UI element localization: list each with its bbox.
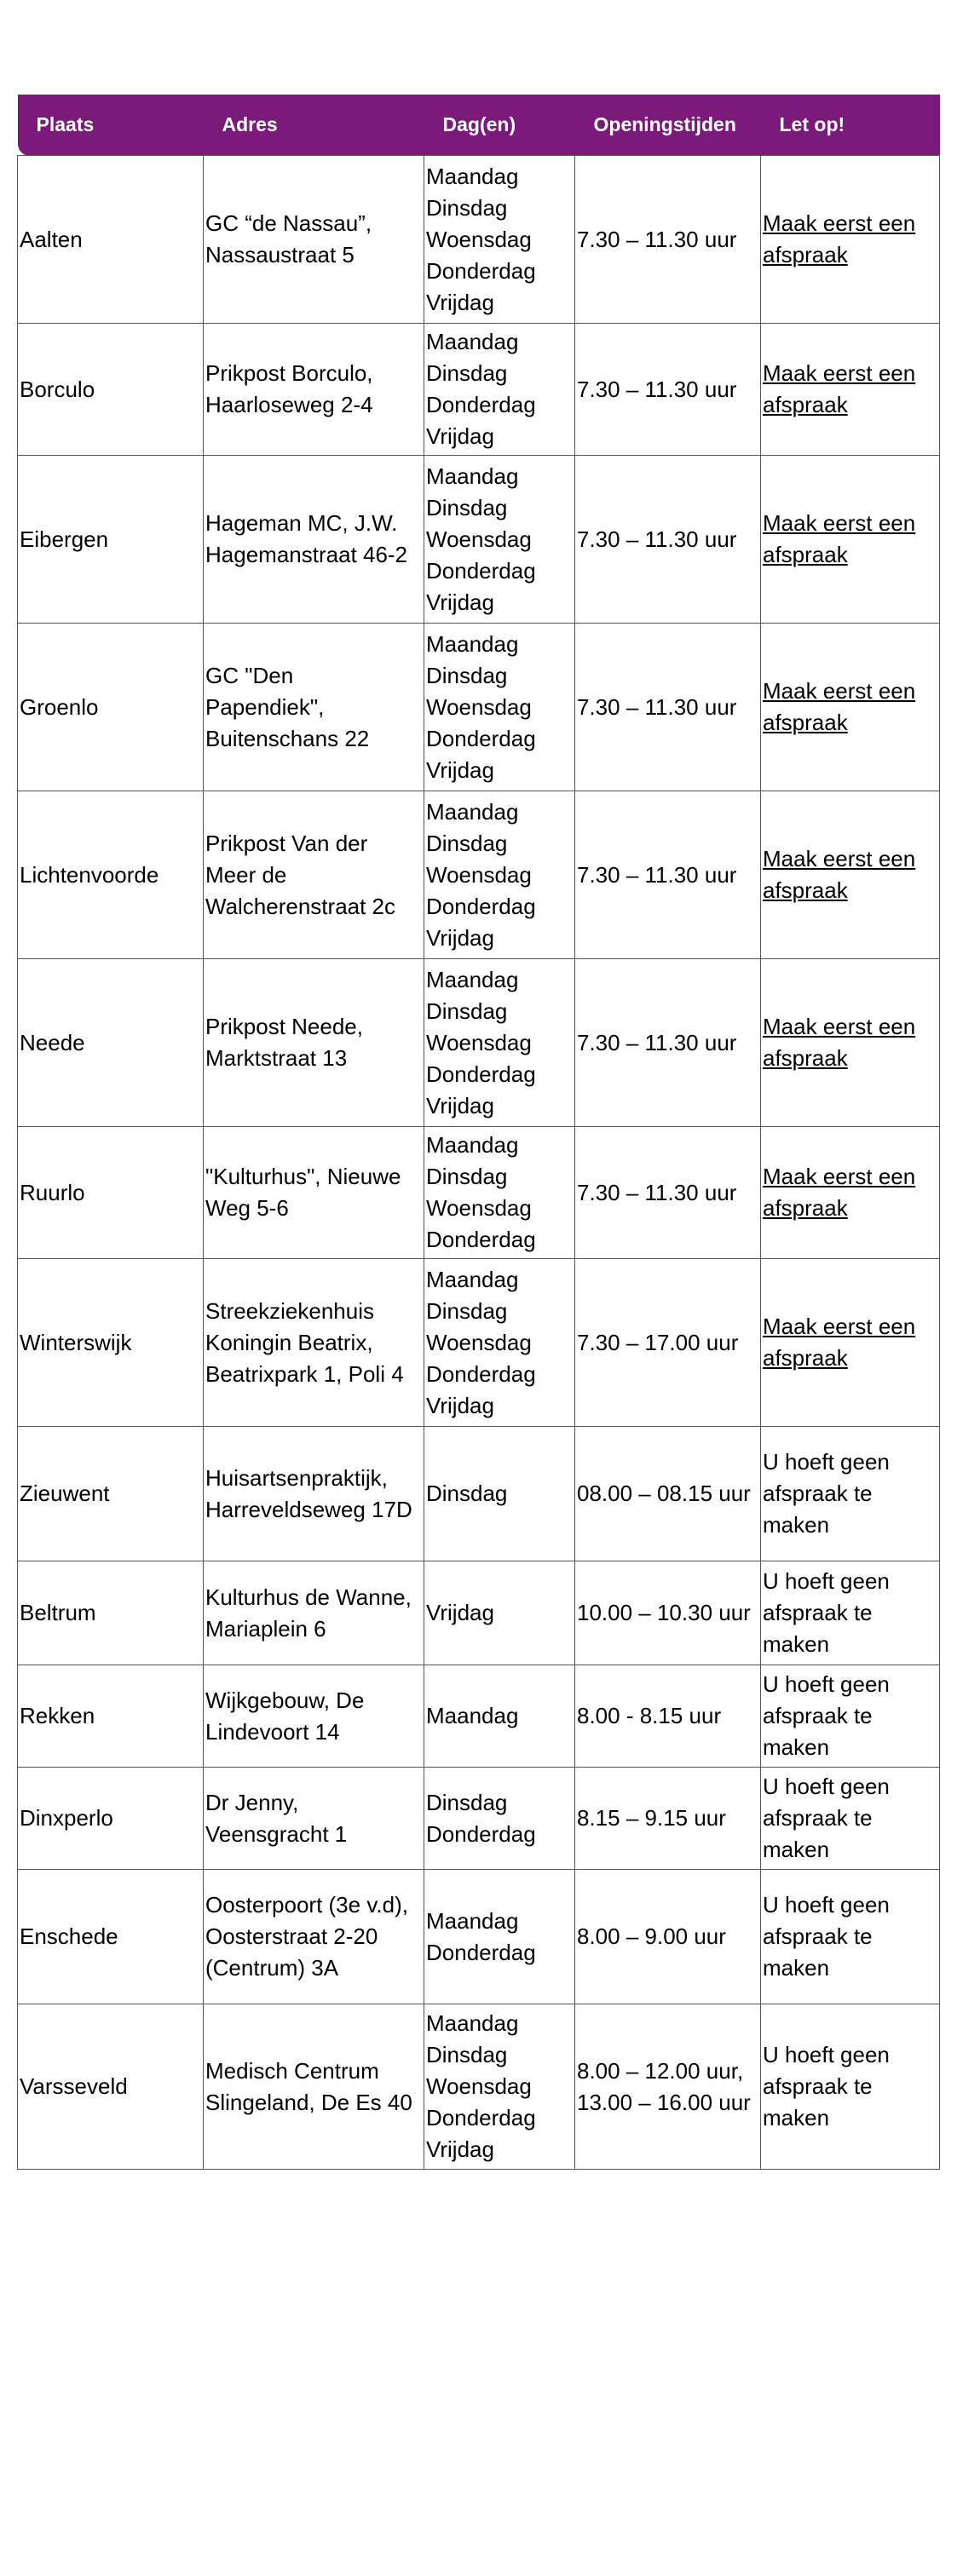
table-row	[18, 1665, 940, 1768]
note-cell	[761, 1665, 940, 1768]
hours-cell-text: 7.30 – 11.30 uur	[577, 526, 737, 552]
address-cell-text: GC “de Nassau”, Nassaustraat 5	[205, 210, 372, 267]
place-cell	[18, 624, 204, 791]
header-let-op: Let op!	[761, 95, 940, 156]
table-header	[18, 95, 940, 156]
days-cell	[424, 791, 575, 959]
address-cell	[204, 1561, 424, 1665]
table-row	[18, 324, 940, 456]
note-cell	[761, 2004, 940, 2170]
place-cell-text: Neede	[20, 1029, 85, 1055]
address-cell	[204, 1870, 424, 2004]
days-cell-text: Dinsdag	[426, 1481, 508, 1506]
days-cell	[424, 2004, 575, 2170]
days-cell-text: Maandag Dinsdag Woensdag Donderdag Vrijdag	[426, 2010, 536, 2162]
address-cell	[204, 1427, 424, 1561]
days-cell	[424, 1768, 575, 1870]
address-cell	[204, 1259, 424, 1427]
days-cell-text: Maandag Dinsdag Woensdag Donderdag Vrijdag	[426, 463, 536, 615]
note-cell	[761, 456, 940, 624]
hours-cell-text: 08.00 – 08.15 uur	[577, 1481, 751, 1506]
days-cell-text: Maandag Dinsdag Woensdag Donderdag Vrijdag	[426, 630, 536, 783]
days-cell-text: Maandag Dinsdag Woensdag Donderdag Vrijdag	[426, 163, 536, 315]
address-cell-text: Prikpost Neede, Marktstraat 13	[205, 1014, 363, 1071]
address-cell	[204, 156, 424, 324]
place-cell	[18, 1427, 204, 1561]
appointment-link[interactable]: Maak eerst een afspraak	[763, 510, 916, 567]
days-cell-text: Vrijdag	[426, 1600, 494, 1625]
hours-cell-text: 7.30 – 11.30 uur	[577, 1179, 737, 1205]
table-row	[18, 2004, 940, 2170]
address-cell	[204, 624, 424, 791]
place-cell	[18, 791, 204, 959]
table-row	[18, 1561, 940, 1665]
hours-cell	[575, 1768, 761, 1870]
note-cell	[761, 324, 940, 456]
note-cell	[761, 156, 940, 324]
hours-cell-text: 7.30 – 11.30 uur	[577, 861, 737, 888]
address-cell-text: "Kulturhus", Nieuwe Weg 5-6	[205, 1164, 401, 1221]
days-cell-text: Maandag Dinsdag Woensdag Donderdag Vrijdag	[426, 798, 536, 951]
place-cell	[18, 1259, 204, 1427]
hours-cell	[575, 1870, 761, 2004]
hours-cell-text: 8.00 – 12.00 uur, 13.00 – 16.00 uur	[577, 2057, 751, 2115]
place-cell-text: Aalten	[20, 226, 83, 252]
place-cell	[18, 1127, 204, 1259]
address-cell	[204, 959, 424, 1127]
note-cell-text: U hoeft geen afspraak te maken	[763, 1671, 890, 1760]
place-cell	[18, 1561, 204, 1665]
header-openingstijden: Openingstijden	[575, 95, 761, 156]
appointment-link[interactable]: Maak eerst een afspraak	[763, 1164, 916, 1221]
address-cell	[204, 791, 424, 959]
place-cell-text: Groenlo	[20, 693, 99, 720]
address-cell-text: Streekziekenhuis Koningin Beatrix, Beatrixpark 1, Poli 4	[205, 1297, 404, 1387]
days-cell	[424, 1665, 575, 1768]
hours-cell	[575, 156, 761, 324]
hours-cell-text: 7.30 – 11.30 uur	[577, 1029, 737, 1055]
days-cell	[424, 1870, 575, 2004]
place-cell-text: Ruurlo	[20, 1179, 85, 1205]
place-cell	[18, 1665, 204, 1768]
place-cell-text: Winterswijk	[20, 1329, 132, 1355]
place-cell-text: Varsseveld	[20, 2073, 128, 2099]
address-cell-text: Prikpost Borculo, Haarloseweg 2-4	[205, 360, 373, 417]
place-cell	[18, 324, 204, 456]
address-cell-text: Kulturhus de Wanne, Mariaplein 6	[205, 1584, 412, 1642]
place-cell-text: Beltrum	[20, 1600, 96, 1625]
note-cell	[761, 1127, 940, 1259]
place-cell	[18, 959, 204, 1127]
note-cell	[761, 624, 940, 791]
locations-table	[17, 95, 940, 2170]
table-body	[18, 156, 940, 2170]
note-cell-text: U hoeft geen afspraak te maken	[763, 1449, 890, 1538]
address-cell	[204, 1665, 424, 1768]
hours-cell	[575, 959, 761, 1127]
address-cell-text: Hageman MC, J.W. Hagemanstraat 46-2	[205, 510, 408, 567]
place-cell-text: Eibergen	[20, 526, 109, 552]
note-cell	[761, 1870, 940, 2004]
days-cell-text: Maandag Dinsdag Woensdag Donderdag	[426, 1132, 536, 1252]
place-cell	[18, 2004, 204, 2170]
days-cell	[424, 456, 575, 624]
note-cell-text: U hoeft geen afspraak te maken	[763, 2042, 890, 2130]
appointment-link[interactable]: Maak eerst een afspraak	[763, 678, 916, 735]
address-cell-text: Wijkgebouw, De Lindevoort 14	[205, 1687, 365, 1745]
note-cell	[761, 1427, 940, 1561]
days-cell-text: Maandag Dinsdag Donderdag Vrijdag	[426, 329, 536, 449]
hours-cell-text: 7.30 – 11.30 uur	[577, 226, 737, 252]
days-cell-text: Maandag	[426, 1703, 519, 1728]
days-cell	[424, 1427, 575, 1561]
note-cell-text: U hoeft geen afspraak te maken	[763, 1568, 890, 1657]
hours-cell	[575, 1561, 761, 1665]
hours-cell	[575, 1665, 761, 1768]
table-row	[18, 1427, 940, 1561]
days-cell	[424, 624, 575, 791]
appointment-link[interactable]: Maak eerst een afspraak	[763, 1014, 916, 1071]
table-row	[18, 1259, 940, 1427]
hours-cell	[575, 1427, 761, 1561]
table-row	[18, 1768, 940, 1870]
place-cell	[18, 1870, 204, 2004]
hours-cell-text: 10.00 – 10.30 uur	[577, 1600, 751, 1625]
days-cell	[424, 1561, 575, 1665]
note-cell-text: U hoeft geen afspraak te maken	[763, 1892, 890, 1981]
appointment-link[interactable]: Maak eerst een afspraak	[763, 1314, 916, 1371]
days-cell	[424, 324, 575, 456]
days-cell-text: Dinsdag Donderdag	[426, 1789, 536, 1847]
hours-cell	[575, 624, 761, 791]
note-cell	[761, 959, 940, 1127]
header-dagen: Dag(en)	[424, 95, 575, 156]
address-cell	[204, 1768, 424, 1870]
hours-cell-text: 7.30 – 17.00 uur	[577, 1329, 739, 1355]
appointment-link[interactable]: Maak eerst een afspraak	[763, 360, 916, 417]
address-cell-text: Prikpost Van der Meer de Walcherenstraat 2c	[205, 830, 396, 919]
hours-cell	[575, 1259, 761, 1427]
hours-cell	[575, 324, 761, 456]
note-cell	[761, 1561, 940, 1665]
place-cell-text: Zieuwent	[20, 1481, 110, 1506]
place-cell-text: Lichtenvoorde	[20, 861, 159, 888]
appointment-link[interactable]: Maak eerst een afspraak	[763, 846, 916, 903]
note-cell	[761, 1259, 940, 1427]
note-cell	[761, 791, 940, 959]
address-cell	[204, 456, 424, 624]
table-row	[18, 156, 940, 324]
table-row	[18, 1870, 940, 2004]
hours-cell-text: 8.15 – 9.15 uur	[577, 1805, 726, 1831]
days-cell	[424, 156, 575, 324]
days-cell-text: Maandag Donderdag	[426, 1907, 536, 1965]
place-cell	[18, 156, 204, 324]
header-row	[18, 95, 940, 156]
hours-cell	[575, 2004, 761, 2170]
table-row	[18, 959, 940, 1127]
hours-cell-text: 7.30 – 11.30 uur	[577, 693, 737, 720]
days-cell	[424, 959, 575, 1127]
address-cell-text: Oosterpoort (3e v.d), Oosterstraat 2-20 (Centrum) 3A	[205, 1892, 408, 1981]
header-plaats: Plaats	[18, 95, 204, 156]
days-cell	[424, 1127, 575, 1259]
address-cell-text: Huisartsenpraktijk, Harreveldseweg 17D	[205, 1464, 412, 1522]
place-cell-text: Dinxperlo	[20, 1805, 113, 1831]
hours-cell	[575, 1127, 761, 1259]
place-cell-text: Rekken	[20, 1703, 95, 1728]
days-cell-text: Maandag Dinsdag Woensdag Donderdag Vrijdag	[426, 966, 536, 1118]
address-cell	[204, 2004, 424, 2170]
appointment-link[interactable]: Maak eerst een afspraak	[763, 210, 916, 267]
header-adres: Adres	[204, 95, 424, 156]
hours-cell	[575, 456, 761, 624]
hours-cell-text: 7.30 – 11.30 uur	[577, 376, 737, 402]
address-cell-text: Medisch Centrum Slingeland, De Es 40	[205, 2057, 412, 2115]
table-row	[18, 456, 940, 624]
table-row	[18, 624, 940, 791]
days-cell	[424, 1259, 575, 1427]
days-cell-text: Maandag Dinsdag Woensdag Donderdag Vrijdag	[426, 1266, 536, 1418]
place-cell-text: Enschede	[20, 1923, 118, 1949]
hours-cell	[575, 791, 761, 959]
hours-cell-text: 8.00 - 8.15 uur	[577, 1703, 722, 1728]
table-row	[18, 1127, 940, 1259]
note-cell-text: U hoeft geen afspraak te maken	[763, 1774, 890, 1862]
place-cell-text: Borculo	[20, 376, 95, 402]
hours-cell-text: 8.00 – 9.00 uur	[577, 1923, 726, 1949]
address-cell-text: GC "Den Papendiek", Buitenschans 22	[205, 662, 370, 751]
note-cell	[761, 1768, 940, 1870]
place-cell	[18, 456, 204, 624]
address-cell	[204, 1127, 424, 1259]
table-row	[18, 791, 940, 959]
place-cell	[18, 1768, 204, 1870]
address-cell	[204, 324, 424, 456]
address-cell-text: Dr Jenny, Veensgracht 1	[205, 1789, 348, 1847]
